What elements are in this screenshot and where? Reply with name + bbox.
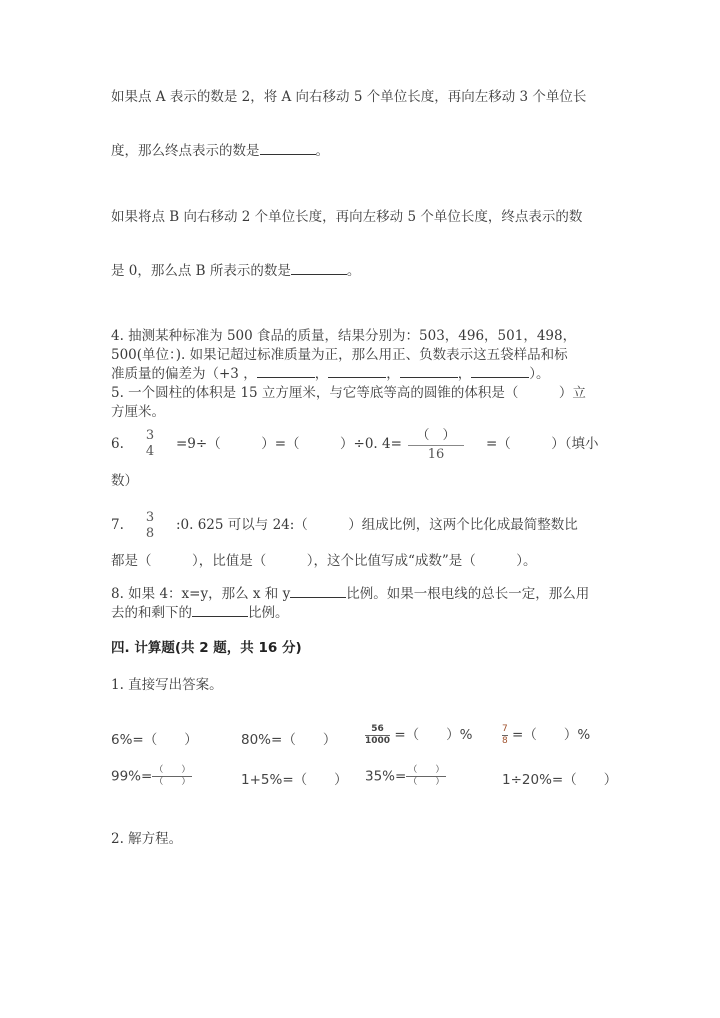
fraction-numerator: 3 bbox=[145, 510, 155, 525]
calc-7-text: =（ ）% bbox=[512, 727, 591, 743]
q6-fraction-3-4 bbox=[143, 428, 157, 460]
fraction-blank[interactable] bbox=[406, 765, 446, 788]
section-heading-calculation: 四. 计算题(共 2 题，共 16 分) bbox=[111, 640, 302, 656]
denominator: 8 bbox=[502, 735, 508, 746]
calc-7-over-8 bbox=[502, 723, 590, 747]
denominator: 1000 bbox=[365, 735, 391, 746]
q4-blank-1[interactable] bbox=[257, 365, 315, 378]
calc-35-text: 35%= bbox=[365, 768, 407, 785]
numerator: 7 bbox=[502, 723, 508, 734]
point-a-text: 度，那么终点表示的数是 bbox=[111, 143, 260, 159]
point-b-question-line2 bbox=[111, 262, 360, 280]
calc-99-percent bbox=[111, 765, 192, 788]
q8-text2-end: 比例。 bbox=[248, 605, 289, 621]
q8-text2: 去的和剩下的 bbox=[111, 605, 192, 621]
sub-question-2: 2. 解方程。 bbox=[111, 831, 183, 847]
fraction-denominator: 4 bbox=[145, 444, 155, 459]
q8-blank-2[interactable] bbox=[192, 604, 248, 617]
q8-text: 8. 如果 4：x=y，那么 x 和 y bbox=[111, 586, 291, 602]
sub-question-1: 1. 直接写出答案。 bbox=[111, 677, 223, 693]
q4-blank-2[interactable] bbox=[328, 365, 386, 378]
q8-text-cont: 比例。如果一根电线的总长一定，那么用 bbox=[346, 586, 590, 602]
q6-expression: =9÷（ ）=（ ）÷0. 4= bbox=[176, 436, 402, 452]
q6-fraction-blank-16 bbox=[408, 428, 464, 463]
calc-1-div-20-percent: 1÷20%=（ ） bbox=[502, 772, 618, 788]
point-a-answer-blank[interactable] bbox=[260, 142, 316, 155]
q4-line3 bbox=[111, 365, 549, 383]
calc-35-percent bbox=[365, 765, 446, 788]
q7-line2: 都是（ ），比值是（ ），这个比值写成“成数”是（ ）。 bbox=[111, 553, 537, 569]
point-a-question-line1: 如果点 A 表示的数是 2，将 A 向右移动 5 个单位长度，再向左移动 3 个单位长 bbox=[111, 89, 587, 105]
q4-text: 准质量的偏差为（+3 ， bbox=[111, 366, 257, 382]
fraction-denominator: 8 bbox=[145, 526, 155, 541]
point-a-question-line2 bbox=[111, 142, 329, 160]
q8-line2 bbox=[111, 604, 289, 622]
point-b-end: 。 bbox=[346, 263, 361, 279]
q4-sep: ， bbox=[457, 366, 472, 382]
fraction-bar bbox=[408, 445, 464, 446]
q4-line1: 4. 抽测某种标准为 500 食品的质量，结果分别为：503，496，501，498， bbox=[111, 328, 577, 344]
q7-number: 7. bbox=[111, 517, 124, 533]
q5-line1: 5. 一个圆柱的体积是 15 立方厘米，与它等底等高的圆锥的体积是（ ）立 bbox=[111, 385, 586, 401]
q4-line2: 500(单位：). 如果记超过标准质量为正，那么用正、负数表示这五袋样品和标 bbox=[111, 347, 568, 363]
fraction-7-8 bbox=[502, 724, 508, 747]
q4-end: ）。 bbox=[529, 366, 550, 382]
q8-blank-1[interactable] bbox=[290, 585, 346, 598]
fraction-blank[interactable] bbox=[152, 765, 192, 788]
q6-number: 6. bbox=[111, 436, 124, 452]
fraction-denominator: 16 bbox=[427, 447, 445, 462]
calc-56-text: =（ ）% bbox=[394, 727, 473, 743]
numerator-blank: （ ） bbox=[154, 765, 191, 775]
q4-blank-3[interactable] bbox=[400, 365, 458, 378]
q7-expression: :0. 625 可以与 24:（ ）组成比例，这两个比化成最简整数比 bbox=[176, 517, 578, 533]
numerator-blank: （ ） bbox=[408, 765, 445, 775]
q4-sep: ， bbox=[314, 366, 329, 382]
calc-6-percent: 6%=（ ） bbox=[111, 732, 198, 748]
calc-80-percent: 80%=（ ） bbox=[241, 732, 337, 748]
fraction-56-1000 bbox=[365, 724, 390, 747]
point-a-end: 。 bbox=[315, 143, 329, 159]
q4-sep: ， bbox=[386, 366, 400, 382]
q8-line1 bbox=[111, 585, 589, 603]
fraction-numerator: 3 bbox=[145, 428, 155, 443]
denominator-blank: （ ） bbox=[154, 777, 191, 787]
denominator-blank: （ ） bbox=[408, 777, 445, 787]
q6-expression-end: =（ ）（填小 bbox=[486, 436, 599, 452]
point-b-question-line1: 如果将点 B 向右移动 2 个单位长度，再向左移动 5 个单位长度，终点表示的数 bbox=[111, 209, 583, 225]
fraction-numerator-blank[interactable]: （ ） bbox=[416, 428, 456, 443]
q6-line2: 数） bbox=[111, 473, 138, 489]
point-b-text: 是 0，那么点 B 所表示的数是 bbox=[111, 263, 291, 279]
q5-line2: 方厘米。 bbox=[111, 404, 165, 420]
calc-1-plus-5-percent: 1+5%=（ ） bbox=[241, 772, 348, 788]
q4-blank-4[interactable] bbox=[471, 365, 529, 378]
q7-fraction-3-8 bbox=[143, 510, 157, 542]
calc-56-over-1000 bbox=[365, 723, 473, 747]
numerator: 56 bbox=[371, 723, 384, 734]
point-b-answer-blank[interactable] bbox=[291, 262, 347, 275]
calc-99-text: 99%= bbox=[111, 768, 153, 785]
